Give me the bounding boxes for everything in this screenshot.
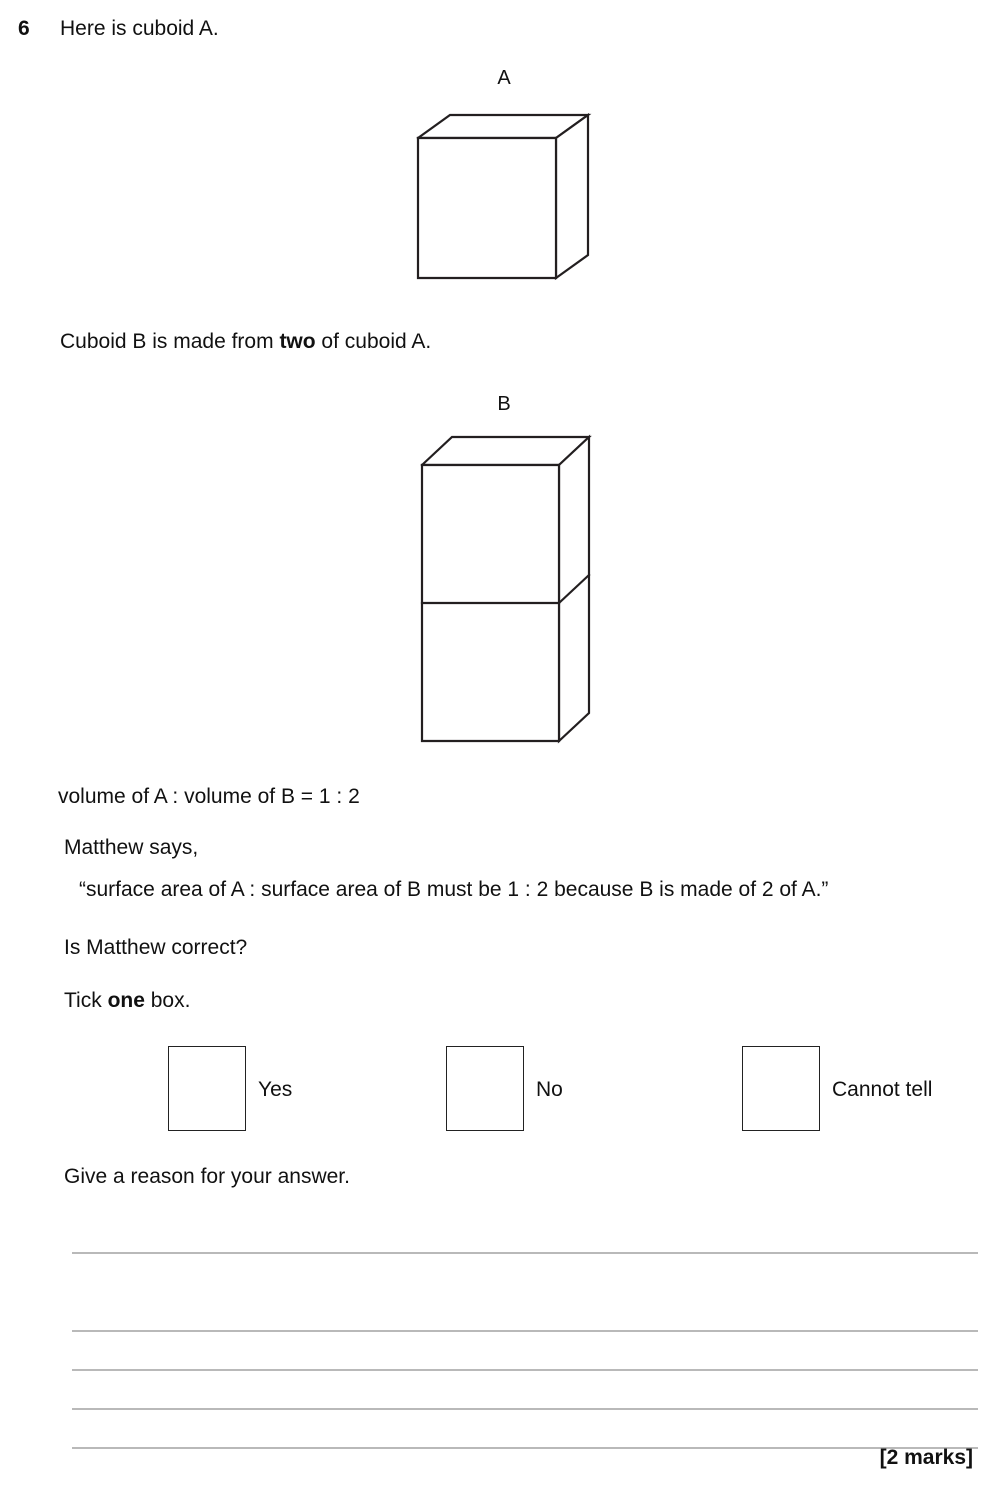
reason-prompt: Give a reason for your answer. bbox=[64, 1165, 350, 1188]
question-number: 6 bbox=[18, 17, 30, 40]
tick-label-cannot-tell: Cannot tell bbox=[832, 1078, 933, 1101]
answer-line-1[interactable] bbox=[72, 1252, 978, 1254]
speaker-quote: “surface area of A : surface area of B must be 1 : 2 because B is made of 2 of A.” bbox=[79, 878, 829, 901]
cuboid-b-description-bold: two bbox=[279, 330, 316, 353]
speaker-line: Matthew says, bbox=[64, 836, 199, 859]
tick-instruction-post: box. bbox=[144, 989, 191, 1012]
volume-ratio-statement: volume of A : volume of B = 1 : 2 bbox=[58, 785, 360, 808]
cuboid-a-diagram bbox=[410, 105, 600, 290]
answer-line-2[interactable] bbox=[72, 1330, 978, 1332]
tick-instruction bbox=[64, 987, 190, 1015]
tick-checkbox-cannot-tell[interactable] bbox=[742, 1046, 820, 1131]
answer-line-4[interactable] bbox=[72, 1408, 978, 1410]
cuboid-b-description-post: of cuboid A. bbox=[315, 330, 432, 353]
tick-instruction-pre: Tick bbox=[64, 989, 108, 1012]
tick-label-yes: Yes bbox=[258, 1078, 293, 1101]
tick-label-no: No bbox=[536, 1078, 563, 1101]
cuboid-b-description bbox=[60, 328, 431, 356]
tick-instruction-bold: one bbox=[107, 989, 145, 1012]
marks-label: [2 marks] bbox=[879, 1446, 973, 1469]
question-prompt: Is Matthew correct? bbox=[64, 936, 248, 959]
answer-line-5[interactable] bbox=[72, 1447, 978, 1449]
question-stem: Here is cuboid A. bbox=[60, 17, 219, 40]
tick-checkbox-yes[interactable] bbox=[168, 1046, 246, 1131]
cuboid-b-diagram bbox=[412, 428, 602, 753]
cuboid-a-label: A bbox=[497, 67, 511, 89]
tick-options-row bbox=[0, 1046, 1000, 1136]
cuboid-b-description-pre: Cuboid B is made from bbox=[60, 330, 280, 353]
cuboid-b-label: B bbox=[497, 393, 511, 415]
tick-checkbox-no[interactable] bbox=[446, 1046, 524, 1131]
answer-line-3[interactable] bbox=[72, 1369, 978, 1371]
